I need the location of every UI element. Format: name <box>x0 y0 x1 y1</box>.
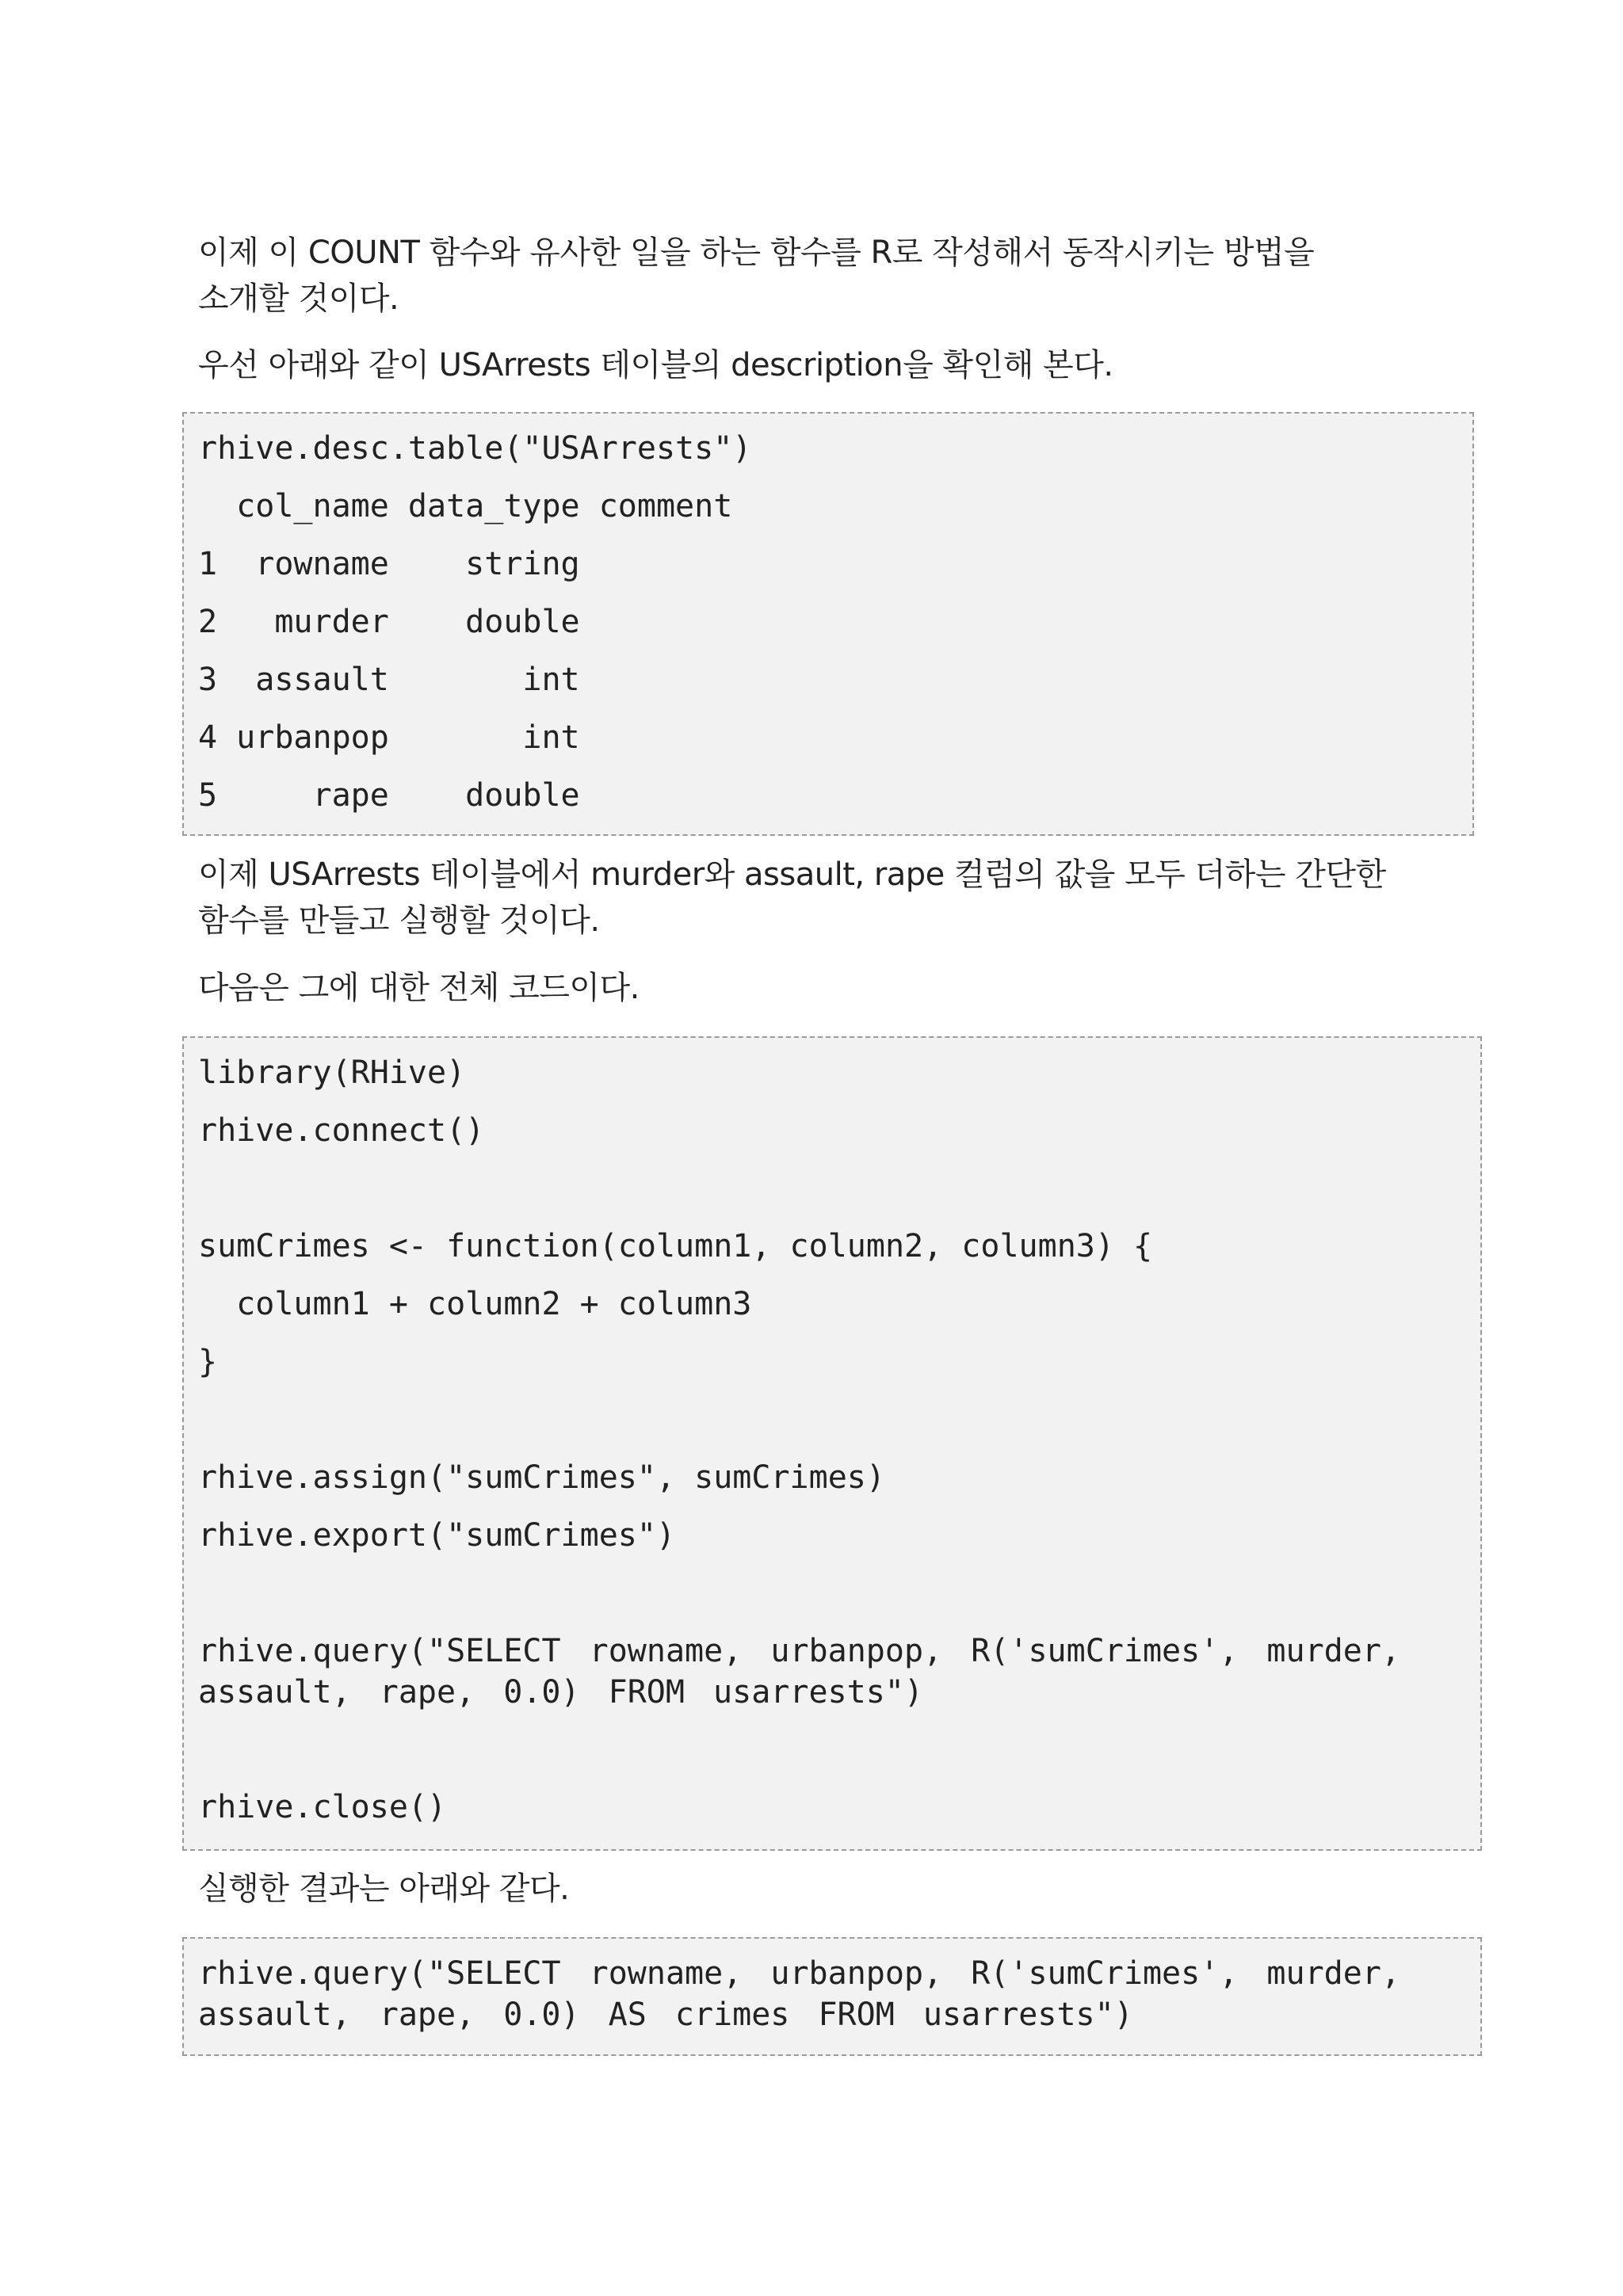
code-line: rhive.query("SELECT rowname, urbanpop, R('sumCrimes', murder, assault, rape, 0.0) AS crimes FROM usarrests") <box>198 1955 1430 2033</box>
code-line: } <box>198 1344 218 1380</box>
code-line: rhive.query("SELECT rowname, urbanpop, R('sumCrimes', murder, assault, rape, 0.0) FROM usarrests") <box>198 1633 1430 1711</box>
code-line: rhive.assign("sumCrimes", sumCrimes) <box>198 1459 885 1496</box>
description-paragraph: 우선 아래와 같이 USArrests 테이블의 description을 확인해 본다. <box>198 347 1113 383</box>
sumcrimes-intro-paragraph: 이제 USArrests 테이블에서 murder와 assault, rape 컬럼의 값을 모두 더하는 간단한 함수를 만들고 실행할 것이다. <box>198 856 1386 939</box>
code-line: 4 urbanpop int <box>198 719 580 756</box>
code-line: sumCrimes <- function(column1, column2, column3) { <box>198 1228 1153 1264</box>
full-code-paragraph: 다음은 그에 대한 전체 코드이다. <box>198 970 640 1006</box>
code-line: rhive.close() <box>198 1789 447 1825</box>
code-line: 3 assault int <box>198 662 580 698</box>
code-line: 1 rowname string <box>198 546 580 582</box>
intro-paragraph: 이제 이 COUNT 함수와 유사한 일을 하는 함수를 R로 작성해서 동작시키는 방법을 소개할 것이다. <box>198 235 1315 317</box>
code-line: library(RHive) <box>198 1055 466 1091</box>
code-line: 2 murder double <box>198 604 580 640</box>
code-line: 5 rape double <box>198 777 580 814</box>
code-block-desc-table <box>182 412 1474 836</box>
code-line: col_name data_type comment <box>198 488 733 524</box>
code-line: column1 + column2 + column3 <box>198 1286 752 1322</box>
code-line: rhive.connect() <box>198 1112 485 1149</box>
code-line: rhive.desc.table("USArrests") <box>198 430 752 467</box>
code-block-full <box>182 1036 1482 1851</box>
result-paragraph: 실행한 결과는 아래와 같다. <box>198 1871 570 1907</box>
code-line: rhive.export("sumCrimes") <box>198 1517 676 1554</box>
code-block-result <box>182 1937 1482 2056</box>
